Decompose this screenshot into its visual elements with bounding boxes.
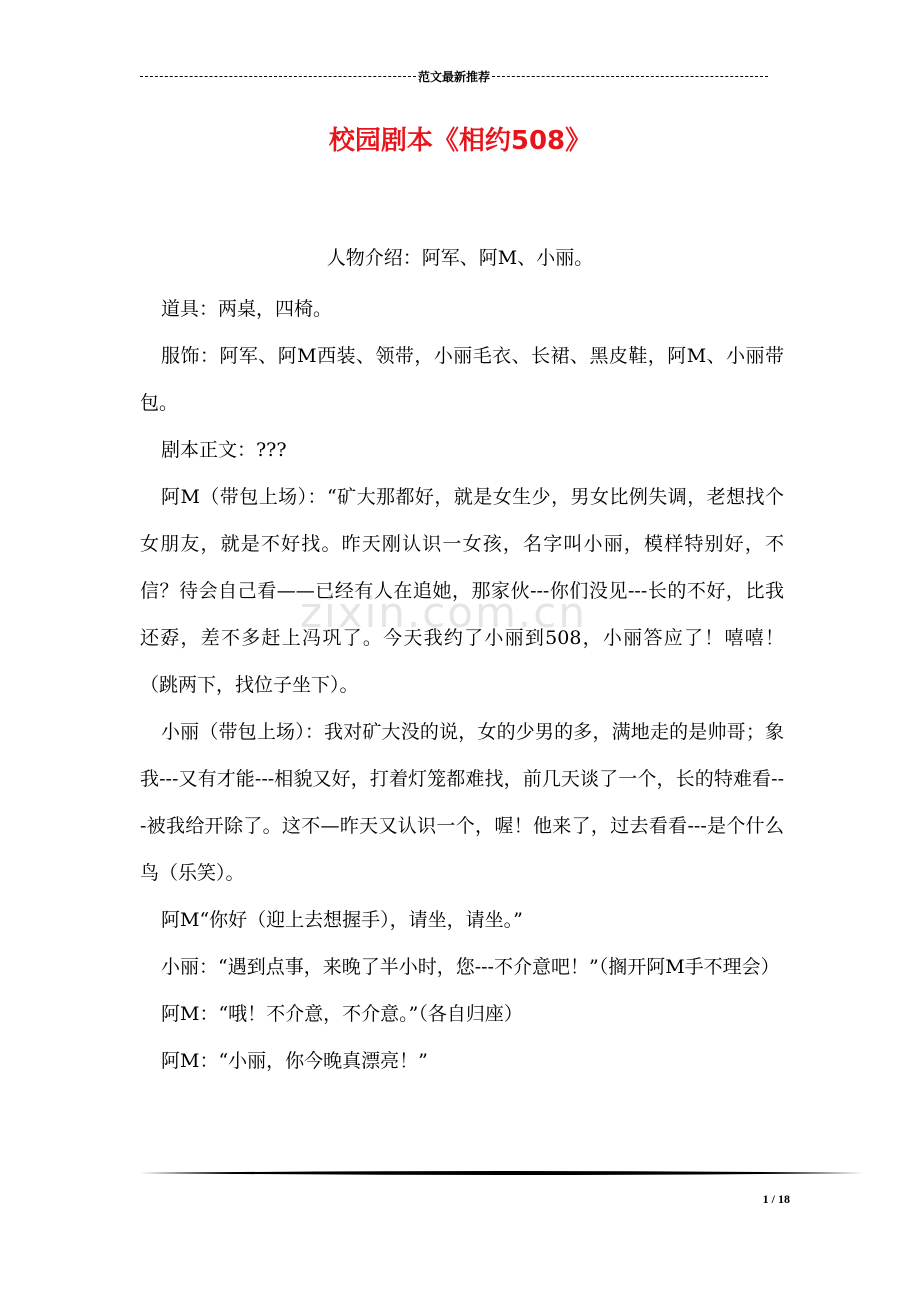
document-title: 校园剧本《相约508》 xyxy=(328,126,592,156)
paragraph-dialogue-1: 阿M“你好（迎上去想握手），请坐，请坐。” xyxy=(161,909,523,931)
paragraph-dialogue-3: 阿M：“哦！不介意，不介意。”（各自归座） xyxy=(161,1003,523,1025)
header-dash-right xyxy=(492,76,768,77)
header-text: 范文最新推荐 xyxy=(418,69,491,84)
paragraph-script-start: 剧本正文：??? xyxy=(161,439,287,461)
paragraph-costumes: 服饰：阿军、阿M西装、领带，小丽毛衣、长裙、黑皮鞋，阿M、小丽带包。 xyxy=(140,345,784,414)
page-header xyxy=(140,66,768,86)
header-dash-left xyxy=(140,76,416,77)
script-body xyxy=(140,286,784,1085)
paragraph-dialogue-4: 阿M：“小丽，你今晚真漂亮！” xyxy=(161,1050,428,1072)
page-number: 1 / 18 xyxy=(762,1192,790,1206)
watermark: zixin.com.cn xyxy=(300,588,587,637)
paragraph-xiaoli-monologue: 小丽（带包上场）：我对矿大没的说，女的少男的多，满地走的是帅哥；象我---又有才能---相貌又好，打着灯笼都难找，前几天谈了一个，长的特难看---被我给开除了。这不—昨天又认识一个，喔！他来了，过去看看---是个什么鸟（乐笑）。 xyxy=(140,721,784,884)
paragraph-dialogue-2: 小丽：“遇到点事，来晚了半小时，您---不介意吧！”（搁开阿M手不理会） xyxy=(161,956,780,978)
footer-divider xyxy=(140,1168,864,1178)
paragraph-am-monologue: 阿M（带包上场）：“矿大那都好，就是女生少，男女比例失调，老想找个女朋友，就是不好找。昨天刚认识一女孩，名字叫小丽，模样特别好，不信？待会自己看——已经有人在追她，那家伙---你们没见---长的不好，比我还孬，差不多赶上冯巩了。今天我约了小丽到508，小丽答应了！嘻嘻！（跳两下，找位子坐下）。 xyxy=(140,486,784,696)
paragraph-props: 道具：两桌，四椅。 xyxy=(161,298,333,320)
characters-intro: 人物介绍：阿军、阿M、小丽。 xyxy=(326,247,594,269)
